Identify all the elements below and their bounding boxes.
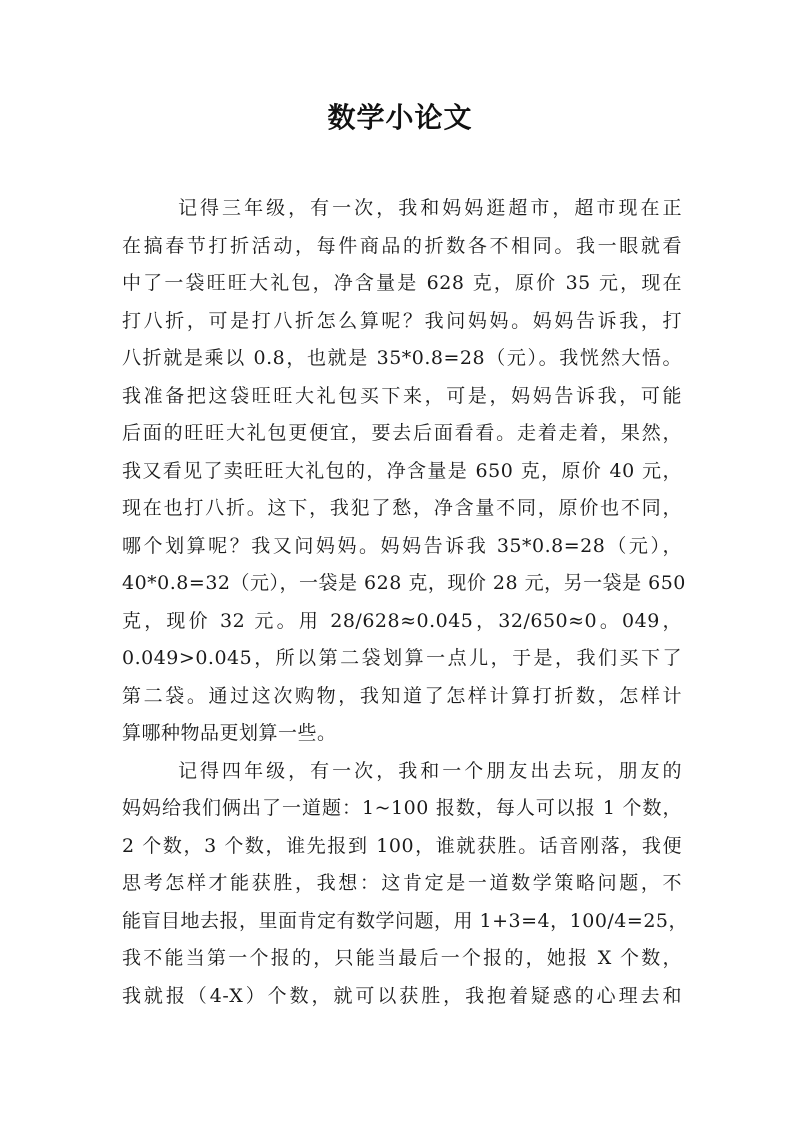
text-line: 哪个划算呢？我又问妈妈。妈妈告诉我 35*0.8=28（元）， (122, 534, 682, 557)
paragraph (122, 190, 686, 753)
text-line: 思考怎样才能获胜，我想：这肯定是一道数学策略问题，不 (122, 872, 682, 894)
text-line: 克，现价 32 元。用 28/628≈0.045，32/650≈0。049， (122, 609, 682, 632)
text-line: 在搞春节打折活动，每件商品的折数各不相同。我一眼就看 (122, 234, 682, 257)
text-line: 妈妈给我们俩出了一道题：1~100 报数，每人可以报 1 个数， (122, 797, 682, 819)
text-line: 八折就是乘以 0.8，也就是 35*0.8=28（元）。我恍然大悟。 (122, 347, 682, 369)
text-line: 我就报（4-X）个数，就可以获胜，我抱着疑惑的心理去和 (122, 984, 682, 1007)
document-body (122, 190, 688, 1015)
text-line: 现在也打八折。这下，我犯了愁，净含量不同，原价也不同， (122, 497, 682, 519)
text-line: 我又看见了卖旺旺大礼包的，净含量是 650 克，原价 40 元， (122, 459, 682, 482)
text-line: 记得三年级，有一次，我和妈妈逛超市，超市现在正 (178, 197, 682, 219)
text-line: 第二袋。通过这次购物，我知道了怎样计算打折数，怎样计 (122, 684, 682, 707)
text-line: 我准备把这袋旺旺大礼包买下来，可是，妈妈告诉我，可能 (122, 384, 682, 407)
text-line: 0.049>0.045，所以第二袋划算一点儿，于是，我们买下了 (122, 647, 682, 669)
text-line: 后面的旺旺大礼包更便宜，要去后面看看。走着走着，果然， (122, 422, 682, 444)
text-line: 算哪种物品更划算一些。 (122, 722, 337, 744)
paragraph (122, 753, 688, 1016)
text-line: 我不能当第一个报的，只能当最后一个报的，她报 X 个数， (122, 947, 682, 969)
text-line: 中了一袋旺旺大礼包，净含量是 628 克，原价 35 元，现在 (122, 272, 682, 294)
text-line: 40*0.8=32（元），一袋是 628 克，现价 28 元，另一袋是 650 (122, 572, 686, 594)
page-title: 数学小论文 (327, 101, 473, 134)
text-line: 能盲目地去报，里面肯定有数学问题，用 1+3=4，100/4=25， (122, 909, 688, 932)
text-line: 打八折，可是打八折怎么算呢？我问妈妈。妈妈告诉我，打 (122, 309, 682, 332)
text-line: 记得四年级，有一次，我和一个朋友出去玩，朋友的 (178, 759, 682, 782)
text-line: 2 个数，3 个数，谁先报到 100，谁就获胜。话音刚落，我便 (122, 834, 682, 857)
